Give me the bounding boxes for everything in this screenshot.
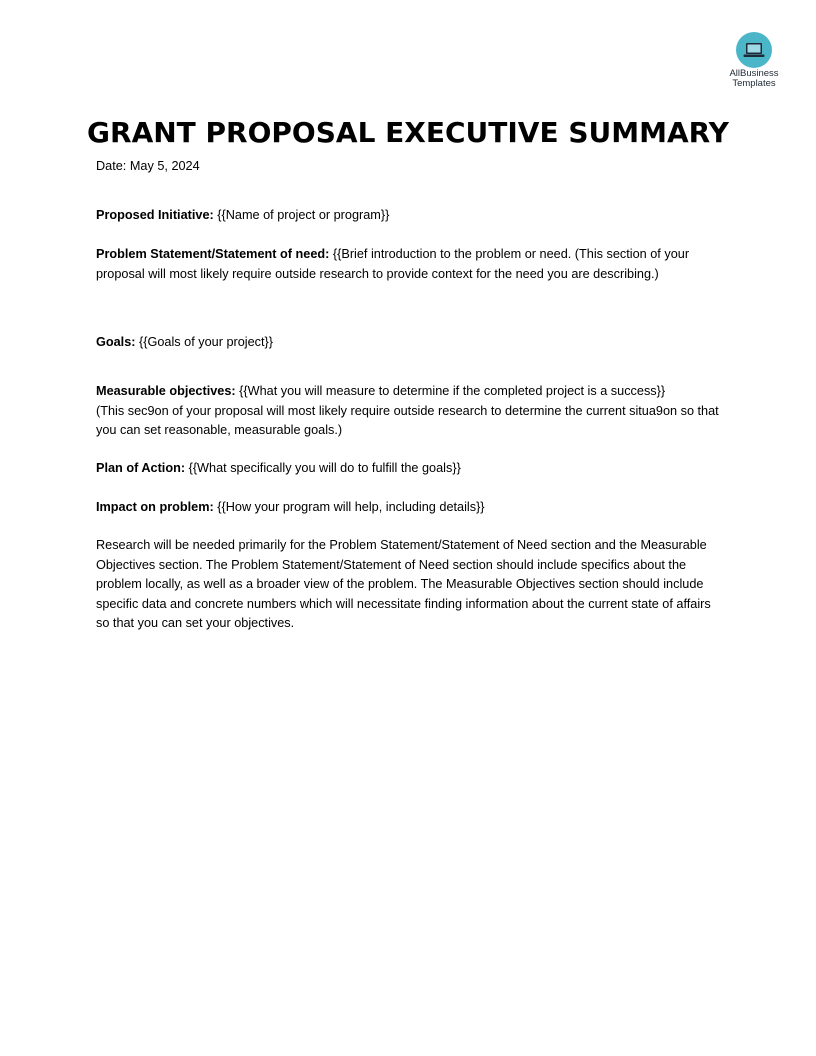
impact-on-problem-section — [96, 498, 726, 518]
proposed-initiative-section — [96, 206, 726, 226]
research-paragraph: Research will be needed primarily for the Problem Statement/Statement of Need section and the Measurable Objectives section. The Problem Statement/Statement of Need section should include specifics about the problem locally, as well as a broader view of the problem. The Measurable Objectives section should include specific data and concrete numbers which will necessitate finding information about the current state of affairs so that you can set your objectives. — [96, 538, 711, 630]
plan-of-action-label: Plan of Action: — [96, 461, 186, 475]
measurable-objectives-text: {{What you will measure to determine if the completed project is a success}} — [239, 384, 666, 398]
impact-on-problem-label: Impact on problem: — [96, 500, 214, 514]
problem-statement-section — [96, 245, 726, 284]
measurable-objectives-note: (This sec9on of your proposal will most likely require outside research to determine the current situa9on so that you can set reasonable, measurable goals.) — [96, 403, 719, 437]
problem-statement-label: Problem Statement/Statement of need: — [96, 247, 330, 261]
document-title: GRANT PROPOSAL EXECUTIVE SUMMARY — [87, 116, 729, 149]
impact-on-problem-text: {{How your program will help, including details}} — [217, 500, 485, 514]
document-date: Date: May 5, 2024 — [96, 159, 200, 173]
logo-line-1: AllBusiness — [729, 68, 779, 79]
logo-text — [718, 69, 790, 89]
allbusiness-templates-logo — [718, 32, 790, 89]
proposed-initiative-text: {{Name of project or program}} — [217, 208, 390, 222]
measurable-objectives-section — [96, 382, 726, 441]
proposed-initiative-label: Proposed Initiative: — [96, 208, 214, 222]
laptop-icon — [736, 32, 772, 68]
problem-statement-text: {{Brief introduction to the problem or need. (This section of your proposal will most likely require outside research to provide context for the need you are describing.) — [96, 247, 690, 281]
goals-text: {{Goals of your project}} — [139, 335, 274, 349]
plan-of-action-text: {{What specifically you will do to fulfill the goals}} — [188, 461, 461, 475]
logo-line-2: Templates — [732, 78, 776, 89]
goals-section — [96, 333, 726, 353]
goals-label: Goals: — [96, 335, 136, 349]
measurable-objectives-label: Measurable objectives: — [96, 384, 236, 398]
plan-of-action-section — [96, 459, 726, 479]
